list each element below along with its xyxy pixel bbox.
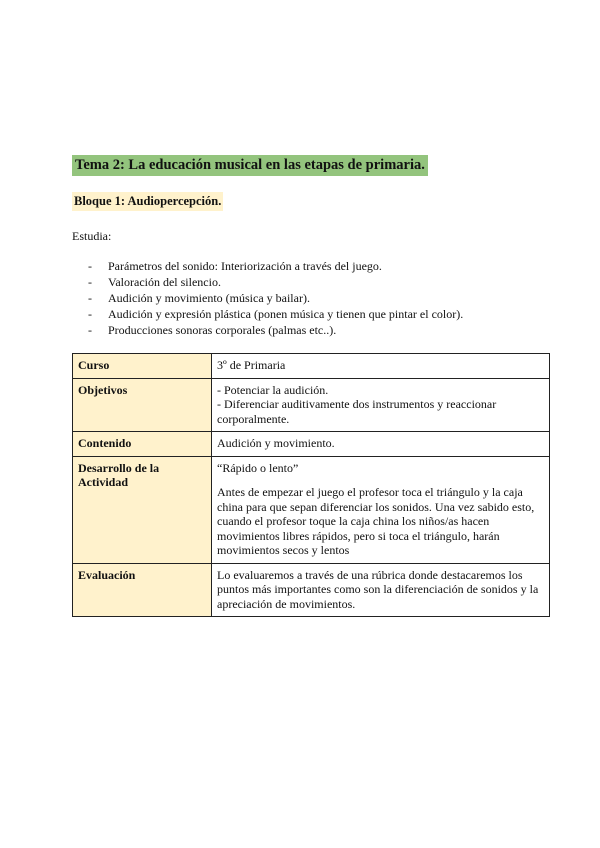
desarrollo-label: Desarrollo de la Actividad <box>73 456 212 563</box>
list-item-text: Producciones sonoras corporales (palmas etc..). <box>108 323 337 337</box>
dash-bullet-icon: - <box>88 323 92 337</box>
objetivo-line: - Potenciar la audición. <box>217 382 329 397</box>
list-item <box>88 258 463 274</box>
dash-bullet-icon: - <box>88 275 92 289</box>
list-item-text: Audición y movimiento (música y bailar). <box>108 291 310 305</box>
table-row-contenido <box>73 432 550 457</box>
list-item <box>88 290 463 306</box>
study-label: Estudia: <box>72 229 112 243</box>
objetivos-label: Objetivos <box>73 378 212 432</box>
table-row-desarrollo <box>73 456 550 563</box>
activity-description: Antes de empezar el juego el profesor toca el triángulo y la caja china para que sepan diferenciar los sonidos. Una vez sabido esto, cuando el profesor toque la caja china los niños/as hacen movimientos libres rápidos, pero si toca el triángulo, harán movimientos secos y lentos <box>217 485 535 557</box>
evaluacion-label: Evaluación <box>73 563 212 617</box>
list-item <box>88 306 463 322</box>
contenido-value: Audición y movimiento. <box>212 432 550 457</box>
desarrollo-value <box>212 456 550 563</box>
dash-bullet-icon: - <box>88 307 92 321</box>
table-row-objetivos <box>73 378 550 432</box>
curso-label: Curso <box>73 354 212 379</box>
study-list <box>88 258 463 338</box>
block-title: Bloque 1: Audiopercepción. <box>72 192 223 211</box>
table-row-curso <box>73 354 550 379</box>
paragraph-gap <box>217 475 544 485</box>
list-item-text: Audición y expresión plástica (ponen música y tienen que pintar el color). <box>108 307 464 321</box>
activity-table <box>72 353 550 617</box>
page-title: Tema 2: La educación musical en las etapas de primaria. <box>72 155 428 176</box>
activity-name: “Rápido o lento” <box>217 460 299 475</box>
evaluacion-value: Lo evaluaremos a través de una rúbrica donde destacaremos los puntos más importantes como son la diferenciación de sonidos y la apreciación de movimientos. <box>212 563 550 617</box>
dash-bullet-icon: - <box>88 291 92 305</box>
list-item-text: Parámetros del sonido: Interiorización a través del juego. <box>108 259 382 273</box>
list-item-text: Valoración del silencio. <box>108 275 221 289</box>
objetivos-value <box>212 378 550 432</box>
contenido-label: Contenido <box>73 432 212 457</box>
table-row-evaluacion <box>73 563 550 617</box>
curso-value: 3º de Primaria <box>212 354 550 379</box>
dash-bullet-icon: - <box>88 259 92 273</box>
objetivo-line: - Diferenciar auditivamente dos instrumentos y reaccionar corporalmente. <box>217 397 497 426</box>
list-item <box>88 322 463 338</box>
list-item <box>88 274 463 290</box>
